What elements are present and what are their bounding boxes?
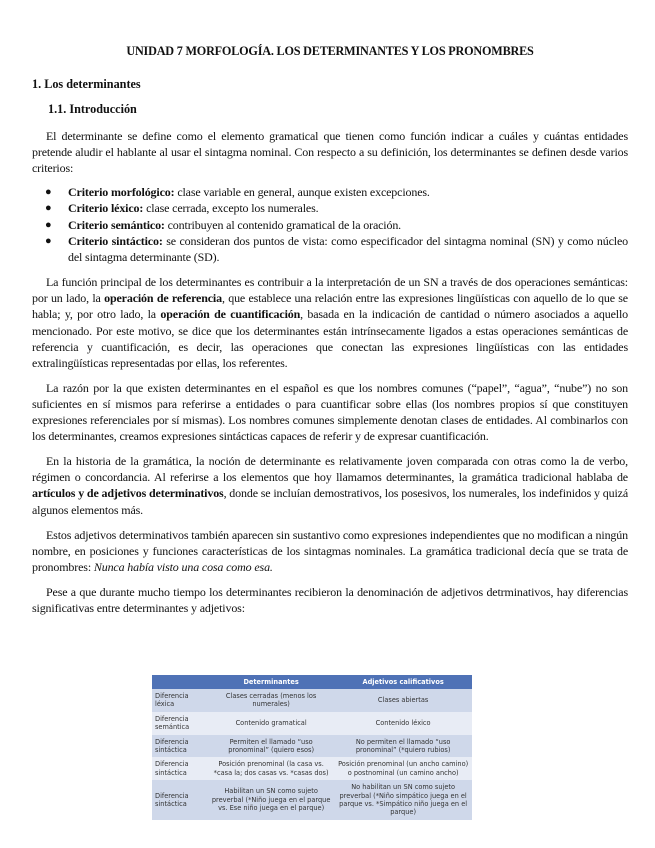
table-cell-adj: Posición prenominal (un ancho camino) o postnominal (un camino ancho) <box>334 757 472 780</box>
list-item <box>32 200 628 216</box>
criterion-term: Criterio semántico: <box>68 217 165 232</box>
paragraph-history: En la historia de la gramática, la noción de determinante es relativamente joven comparada con otras como la de verbo, régimen o concordancia. Al referirse a los elementos que hoy llamamos determinantes, la gramática tradicional hablaba de artículos y de adjetivos determinativos, donde se incluían demostrativos, los posesivos, los numerales, los indefinidos y quizá algunos elementos más. <box>32 454 628 517</box>
table-cell-det: Habilitan un SN como sujeto preverbal (*Niño juega en el parque vs. Ese niño juega en el parque) <box>208 780 334 820</box>
paragraph-semantic-operations: La función principal de los determinantes es contribuir a la interpretación de un SN a través de dos operaciones semánticas: por un lado, la operación de referencia, que establece una relación entre las expresiones lingüísticas con aquello de lo que se habla; y, por otro lado, la operación de cuantificación, basada en la indicación de cantidad o número asociados a aquello mencionado. Por este motivo, se dice que los determinantes están intrínsecamente ligados a estas operaciones semánticas de referencia y cuantificación, es decir, las operaciones que conectan las expresiones lingüísticas con las entidades extralingüísticas representadas por ellas, los referentes. <box>32 275 628 370</box>
list-item <box>32 184 628 200</box>
table-row-label: Diferencia sintáctica <box>152 780 208 820</box>
comparison-table-container <box>152 675 472 820</box>
list-item <box>32 217 628 233</box>
page-title: UNIDAD 7 MORFOLOGÍA. LOS DETERMINANTES Y LOS PRONOMBRES <box>126 44 534 58</box>
table-row <box>152 689 472 712</box>
list-item <box>32 233 628 265</box>
table-row-label: Diferencia léxica <box>152 689 208 712</box>
example-sentence: Nunca había visto una cosa como esa. <box>93 559 273 574</box>
bullet-icon: ● <box>45 186 52 199</box>
paragraph-common-nouns: La razón por la que existen determinantes en el español es que los nombres comunes (“papel”, “agua”, “nube”) no son suficientes en sí mismos para referirse a entidades o para cuantificar sobre ellas (los nombres propios sí que constituyen expresiones referenciales por sí mismas). Los nombres comunes simplemente denotan clases de entidades. Al combinarlos con los determinantes, creamos expresiones sintácticas capaces de referir y de expresar cuantificación. <box>32 380 628 444</box>
bullet-icon: ● <box>45 218 52 231</box>
table-row <box>152 735 472 758</box>
section-heading: 1. Los determinantes <box>32 77 141 91</box>
table-row-label: Diferencia semántica <box>152 712 208 735</box>
term-operacion-referencia: operación de referencia <box>104 291 222 306</box>
criterion-text: clase variable en general, aunque existen excepciones. <box>174 185 430 200</box>
table-header-row <box>152 675 472 689</box>
table-header-determinantes: Determinantes <box>208 675 334 689</box>
table-cell-det: Posición prenominal (la casa vs. *casa la; dos casas vs. *casas dos) <box>208 757 334 780</box>
table-row-label: Diferencia sintáctica <box>152 757 208 780</box>
table-cell-det: Contenido gramatical <box>208 712 334 735</box>
table-header-adjetivos: Adjetivos calificativos <box>334 675 472 689</box>
bullet-icon: ● <box>45 234 52 247</box>
table-cell-adj: No permiten el llamado “uso pronominal” (*quiero rubios) <box>334 735 472 758</box>
table-cell-det: Clases cerradas (menos los numerales) <box>208 689 334 712</box>
table-header-empty <box>152 675 208 689</box>
criterion-term: Criterio morfológico: <box>68 185 175 200</box>
term-operacion-cuantificacion: operación de cuantificación <box>160 307 301 322</box>
table-cell-det: Permiten el llamado “uso pronominal” (quiero esos) <box>208 735 334 758</box>
criterion-term: Criterio léxico: <box>68 201 144 216</box>
criterion-term: Criterio sintáctico: <box>68 233 163 248</box>
table-row <box>152 757 472 780</box>
paragraph-pronouns: Estos adjetivos determinativos también aparecen sin sustantivo como expresiones independientes que no modifican a ningún nombre, en posiciones y funciones características de los sintagmas nominales. La gramática tradicional decía que se trata de pronombres: Nunca había visto una cosa como esa. <box>32 527 628 574</box>
criterion-text: se consideran dos puntos de vista: como especificador del sintagma nominal (SN) y como núcleo del sintagma determinante (SD). <box>68 233 628 265</box>
bullet-icon: ● <box>45 202 52 215</box>
term-articulos-adjetivos: artículos y de adjetivos determinativos <box>32 486 224 501</box>
subsection-heading: 1.1. Introducción <box>48 102 137 116</box>
table-cell-adj: Contenido léxico <box>334 712 472 735</box>
table-cell-adj: Clases abiertas <box>334 689 472 712</box>
criteria-list <box>32 184 628 265</box>
comparison-table <box>152 675 472 820</box>
paragraph-differences: Pese a que durante mucho tiempo los determinantes recibieron la denominación de adjetivos detrminativos, hay diferencias significativas entre determinantes y adjetivos: <box>32 584 628 615</box>
intro-paragraph: El determinante se define como el elemento gramatical que tienen como función indicar a cuáles y cuántas entidades pretende aludir el hablante al usar el sintagma nominal. Con respecto a su definición, los determinantes se definen desde varios criterios: <box>32 129 628 176</box>
criterion-text: contribuyen al contenido gramatical de la oración. <box>164 217 402 232</box>
table-cell-adj: No habilitan un SN como sujeto preverbal (*Niño simpático juega en el parque vs. *Simpático niño juega en el parque) <box>334 780 472 820</box>
criterion-text: clase cerrada, excepto los numerales. <box>143 201 319 216</box>
table-row-label: Diferencia sintáctica <box>152 735 208 758</box>
table-row <box>152 712 472 735</box>
table-row <box>152 780 472 820</box>
